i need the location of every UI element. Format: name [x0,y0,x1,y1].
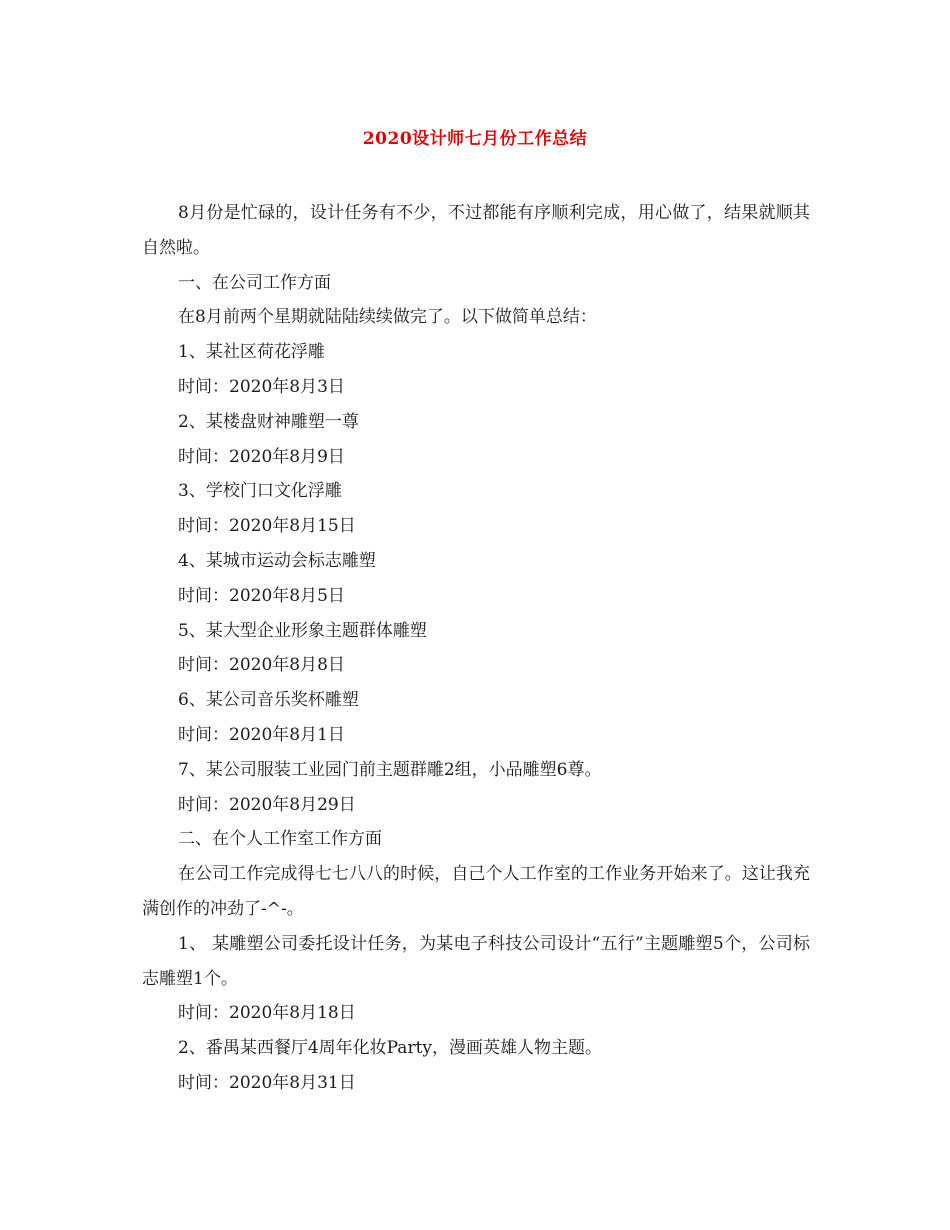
list-item-date: 时间：2020年8月1日 [178,724,345,745]
list-item-date: 时间：2020年8月5日 [178,585,345,606]
list-item: 4、某城市运动会标志雕塑 [178,550,376,571]
list-item-date: 时间：2020年8月3日 [178,376,345,397]
section-heading-company: 一、在公司工作方面 [178,272,331,293]
list-item: 5、某大型企业形象主题群体雕塑 [178,620,427,641]
paragraph: 在公司工作完成得七七八八的时候，自己个人工作室的工作业务开始来了。这让我充满创作的冲劲了-^-。 [142,864,810,919]
list-item-date: 时间：2020年8月15日 [178,516,356,537]
list-item-date: 时间：2020年8月29日 [178,794,356,815]
list-item: 7、某公司服装工业园门前主题群雕2组，小品雕塑6尊。 [178,759,602,780]
list-item-date: 时间：2020年8月9日 [178,446,345,467]
list-item-date: 时间：2020年8月18日 [178,1003,356,1024]
document-title: 2020设计师七月份工作总结 [362,129,588,149]
list-item: 6、某公司音乐奖杯雕塑 [178,690,359,711]
list-item: 1、 某雕塑公司委托设计任务，为某电子科技公司设计“五行”主题雕塑5个，公司标志雕塑1个。 [142,933,810,989]
paragraph-intro: 8月份是忙碌的，设计任务有不少，不过都能有序顺利完成，用心做了，结果就顺其自然啦。 [142,203,810,258]
paragraph: 在8月前两个星期就陆陆续续做完了。以下做简单总结： [178,307,597,328]
section-heading-studio: 二、在个人工作室工作方面 [178,829,382,850]
document-body [142,196,810,1101]
list-item: 2、番禺某西餐厅4周年化妆Party，漫画英雄人物主题。 [178,1038,603,1059]
list-item: 1、某社区荷花浮雕 [178,342,325,363]
list-item: 2、某楼盘财神雕塑一尊 [178,411,359,432]
list-item: 3、学校门口文化浮雕 [178,481,342,502]
list-item-date: 时间：2020年8月31日 [178,1072,356,1093]
list-item-date: 时间：2020年8月8日 [178,655,345,676]
